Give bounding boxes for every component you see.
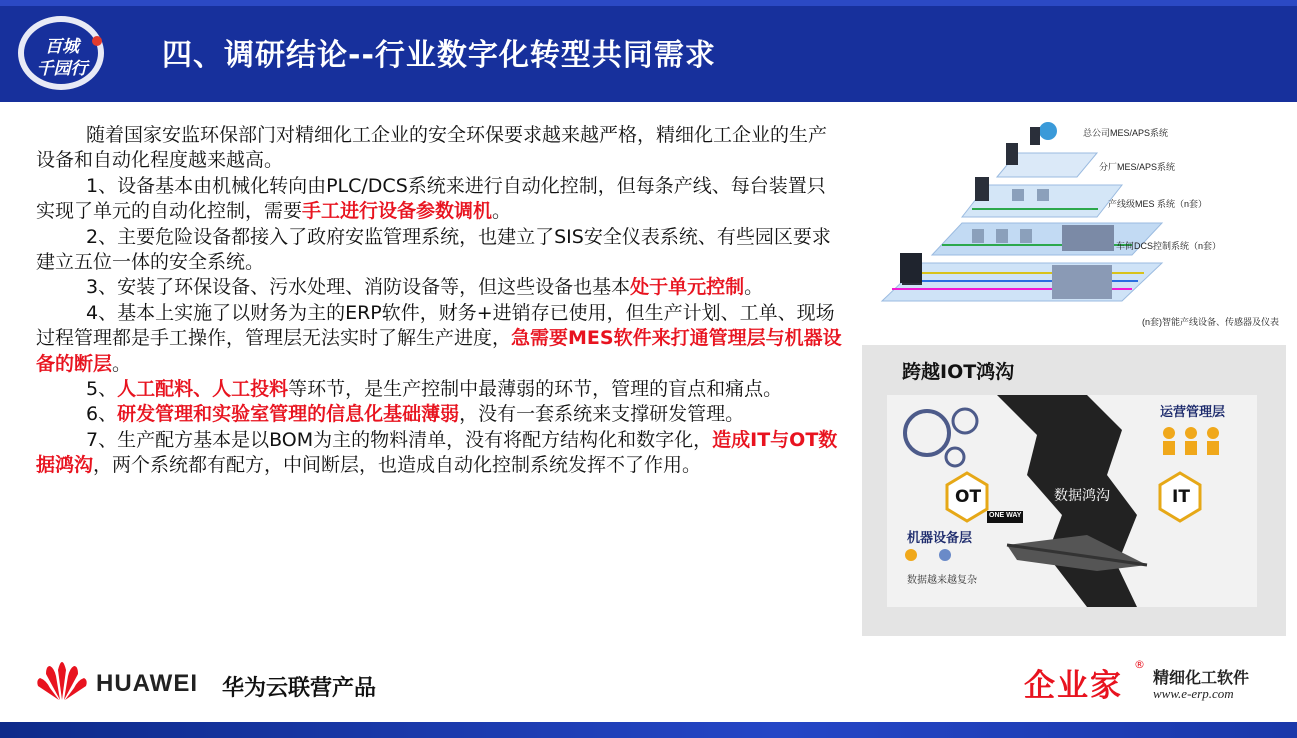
campaign-logo <box>10 12 114 92</box>
coin-icon <box>905 549 917 561</box>
hmi-icon-3 <box>1020 229 1032 243</box>
conclusion-paragraph <box>36 301 844 377</box>
level-label-2: 分厂MES/APS系统 <box>1099 162 1176 172</box>
highlight-text: 研发管理和实验室管理的信息化基础薄弱 <box>117 403 460 426</box>
paragraph-text: 4、基本上实施了以财务为主的ERP软件，财务+进销存已使用，但生产计划、工单、现场过程管理都是手工操作，管理层无法实时了解生产进度， <box>36 301 835 350</box>
paragraph-text: 等环节，是生产控制中最薄弱的环节，管理的盲点和痛点。 <box>288 378 783 401</box>
conclusion-paragraph <box>36 377 844 402</box>
conclusion-paragraph <box>36 123 844 174</box>
it-label: IT <box>1172 487 1190 507</box>
slide-title: 四、调研结论--行业数字化转型共同需求 <box>162 38 716 73</box>
globe-icon <box>1039 122 1057 140</box>
plant-server-icon <box>1006 143 1018 165</box>
ot-label: OT <box>955 487 982 507</box>
paragraph-text: ，没有一套系统来支撑研发管理。 <box>459 403 745 426</box>
huawei-wordmark: HUAWEI <box>96 670 198 697</box>
dcs-panel-photo <box>1062 225 1114 251</box>
complexity-label: 数据越来越复杂 <box>907 575 977 586</box>
data-gap-label: 数据鸿沟 <box>1054 488 1110 504</box>
hq-server-icon <box>1030 127 1040 145</box>
hmi-icon-1 <box>972 229 984 243</box>
conclusion-paragraph <box>36 428 844 479</box>
pc-icon-2 <box>1037 189 1049 201</box>
header-banner <box>0 0 1297 102</box>
footer-bar <box>0 722 1297 738</box>
huawei-product-label: 华为云联营产品 <box>222 676 377 701</box>
highlight-text: 处于单元控制 <box>630 276 745 299</box>
person-icon-3 <box>1207 427 1219 439</box>
level-label-1: 总公司MES/APS系统 <box>1083 128 1169 138</box>
paragraph-text: 5、 <box>86 378 118 401</box>
ops-layer-label: 运营管理层 <box>1160 405 1226 420</box>
highlight-text: 手工进行设备参数调机 <box>302 200 493 223</box>
iot-gap-illustration <box>887 395 1257 607</box>
paragraph-text: 。 <box>492 200 512 223</box>
level-label-4: 车间DCS控制系统（n套） <box>1116 241 1222 251</box>
machine-layer-label: 机器设备层 <box>907 531 973 546</box>
logo-text-line2: 千园行 <box>36 59 88 79</box>
paragraph-text: ，两个系统都有配方，中间断层，也造成自动化控制系统发挥不了作用。 <box>93 454 702 477</box>
paragraph-text: 。 <box>112 352 132 375</box>
paragraph-text: 2、主要危险设备都接入了政府安监管理系统，也建立了SIS安全仪表系统、有些园区要求建立五位一体的安全系统。 <box>36 225 831 274</box>
tool-icon <box>939 549 951 561</box>
vendor-url: www.e-erp.com <box>1153 686 1234 701</box>
header-stripe <box>0 0 1297 6</box>
mes-architecture-diagram <box>862 113 1286 343</box>
paragraph-text: 随着国家安监环保部门对精细化工企业的安全环保要求越来越严格，精细化工企业的生产设备和自动化程度越来越高。 <box>36 124 828 172</box>
vendor-logo: 企业家 <box>1024 668 1123 704</box>
logo-dot-icon <box>92 36 102 46</box>
paragraph-text: 1、设备基本由机械化转向由PLC/DCS系统来进行自动化控制，但每条产线、每台装置只实现了单元的自动化控制，需要 <box>36 174 826 223</box>
person-icon-2 <box>1185 427 1197 439</box>
highlight-text: 人工配料、人工投料 <box>117 378 289 401</box>
level-label-3: 产线级MES 系统（n套） <box>1108 199 1208 209</box>
paragraph-text: 7、生产配方基本是以BOM为主的物料清单，没有将配方结构化和数字化， <box>86 428 713 451</box>
conclusion-paragraph <box>36 275 844 300</box>
highlight-text: 急需要MES软件来打通管理层与机器设备的断层 <box>36 327 842 375</box>
level-label-5: (n套)智能产线设备、传感器及仪表 <box>1142 317 1280 327</box>
one-way-text: ONE WAY <box>989 512 1022 519</box>
architecture-layers <box>862 113 1286 343</box>
iot-gap-panel <box>862 345 1286 636</box>
conclusion-paragraph <box>36 174 844 225</box>
hmi-icon-2 <box>996 229 1008 243</box>
paragraph-text: 3、安装了环保设备、污水处理、消防设备等，但这些设备也基本 <box>86 276 631 299</box>
vendor-product-label: 精细化工软件 <box>1153 668 1250 687</box>
conclusion-paragraph <box>36 225 844 276</box>
mes-server-icon <box>975 177 989 201</box>
pc-icon-1 <box>1012 189 1024 201</box>
machine-photo <box>1052 265 1112 299</box>
registered-mark: ® <box>1134 658 1145 671</box>
paragraph-text: 6、 <box>86 403 118 426</box>
paragraph-text: 。 <box>744 276 764 299</box>
conclusion-text <box>36 123 844 479</box>
dcs-server-icon <box>900 253 922 283</box>
person-icon-1 <box>1163 427 1175 439</box>
logo-text-line1: 百城 <box>45 37 79 57</box>
highlight-text: 造成IT与OT数据鸿沟 <box>36 428 838 477</box>
huawei-flower-icon <box>36 660 88 702</box>
conclusion-paragraph <box>36 402 844 427</box>
iot-panel-title: 跨越IOT鸿沟 <box>902 361 1015 383</box>
